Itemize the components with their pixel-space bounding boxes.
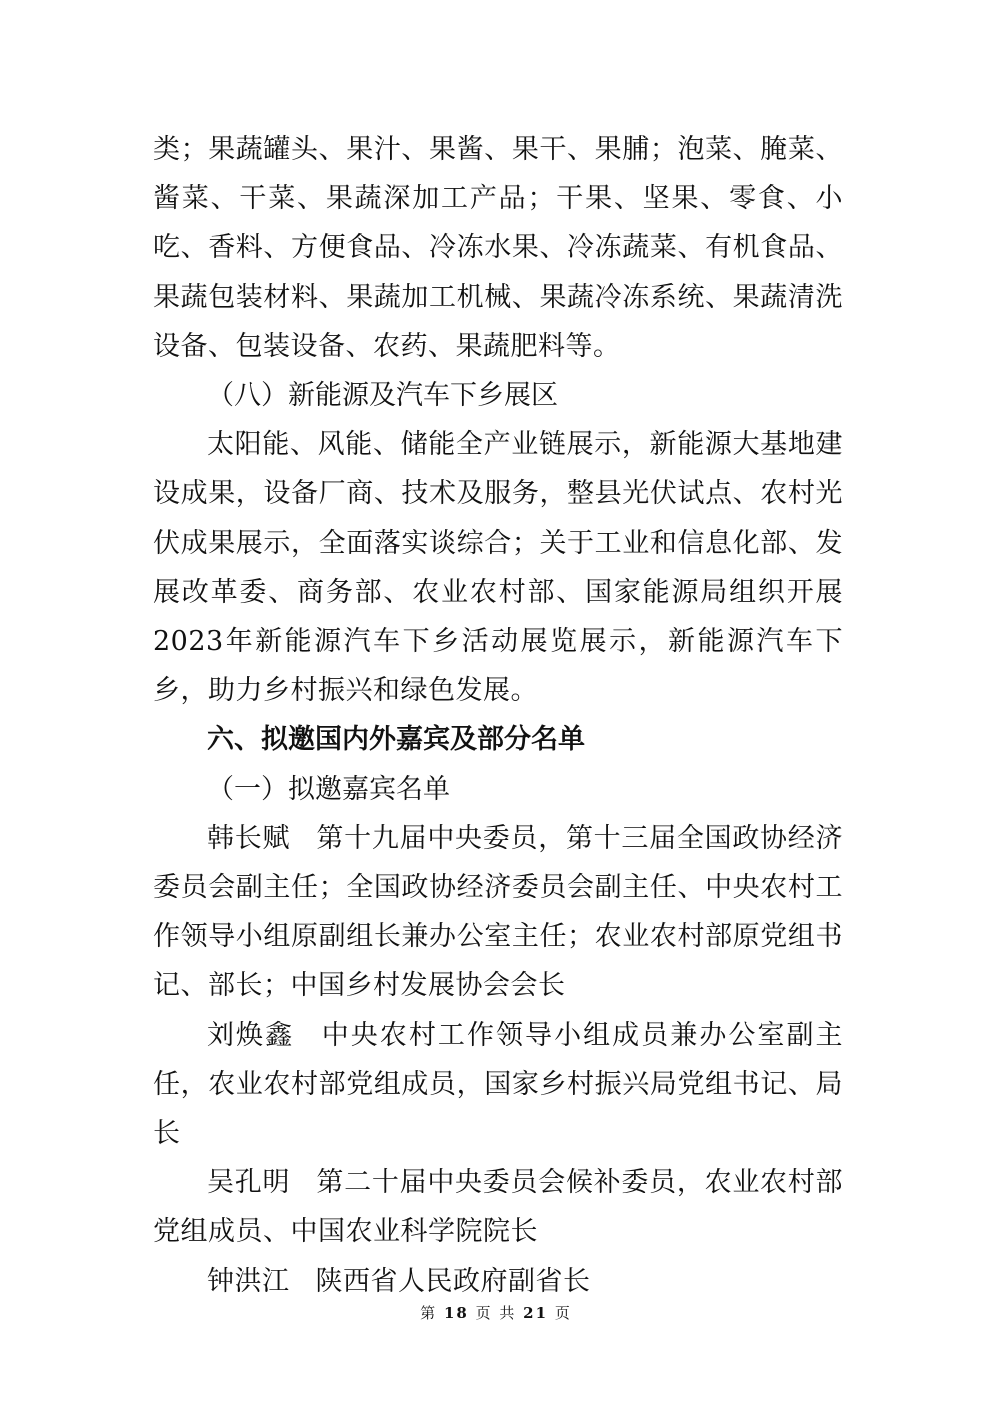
section-subheading: （八）新能源及汽车下乡展区 — [207, 380, 558, 412]
guest-title: 第二十届中央委员会候补委员，农业农村部党组成员、中国农业科学院院长 — [153, 1167, 844, 1248]
guest-name: 韩长赋 — [207, 822, 291, 854]
footer-suffix: 页 — [554, 1304, 572, 1322]
footer-middle: 页 共 — [475, 1304, 517, 1322]
guest-name: 钟洪江 — [207, 1265, 290, 1297]
guest-name: 吴孔明 — [207, 1167, 291, 1199]
paragraph: 太阳能、风能、储能全产业链展示，新能源大基地建设成果，设备厂商、技术及服务，整县光伏试点、农村光伏成果展示，全面落实谈综合；关于工业和信息化部、发展改革委、商务部、农业农村部、国家能源局组织开展2023年新能源汽车下乡活动展览展示，新能源汽车下乡，助力乡村振兴和绿色发展。 — [153, 429, 843, 707]
paragraph-continued: 类；果蔬罐头、果汁、果酱、果干、果脯；泡菜、腌菜、酱菜、干菜、果蔬深加工产品；干果、坚果、零食、小吃、香料、方便食品、冷冻水果、冷冻蔬菜、有机食品、果蔬包装材料、果蔬加工机械、果蔬冷冻系统、果蔬清洗设备、包装设备、农药、果蔬肥料等。 — [153, 134, 843, 362]
section-subheading: （一）拟邀嘉宾名单 — [207, 773, 450, 805]
footer-prefix: 第 — [420, 1304, 438, 1322]
footer-page-number: 18 — [443, 1304, 469, 1322]
page-footer — [0, 1303, 992, 1323]
guest-title: 第十九届中央委员，第十三届全国政协经济委员会副主任；全国政协经济委员会副主任、中央农村工作领导小组原副组长兼办公室主任；农业农村部原党组书记、部长；中国乡村发展协会会长 — [153, 822, 844, 1002]
guest-title: 中央农村工作领导小组成员兼办公室副主任，农业农村部党组成员，国家乡村振兴局党组书记、局长 — [153, 1019, 844, 1150]
section-heading: 六、拟邀国内外嘉宾及部分名单 — [207, 724, 585, 756]
page-content — [153, 125, 843, 1306]
guest-entry — [153, 1257, 843, 1306]
guest-entry — [153, 1158, 843, 1256]
footer-total-pages: 21 — [523, 1304, 549, 1322]
guest-name: 刘焕鑫 — [207, 1019, 295, 1051]
guest-entry — [153, 1011, 843, 1159]
guest-title: 陕西省人民政府副省长 — [315, 1265, 591, 1297]
guest-entry — [153, 814, 843, 1011]
